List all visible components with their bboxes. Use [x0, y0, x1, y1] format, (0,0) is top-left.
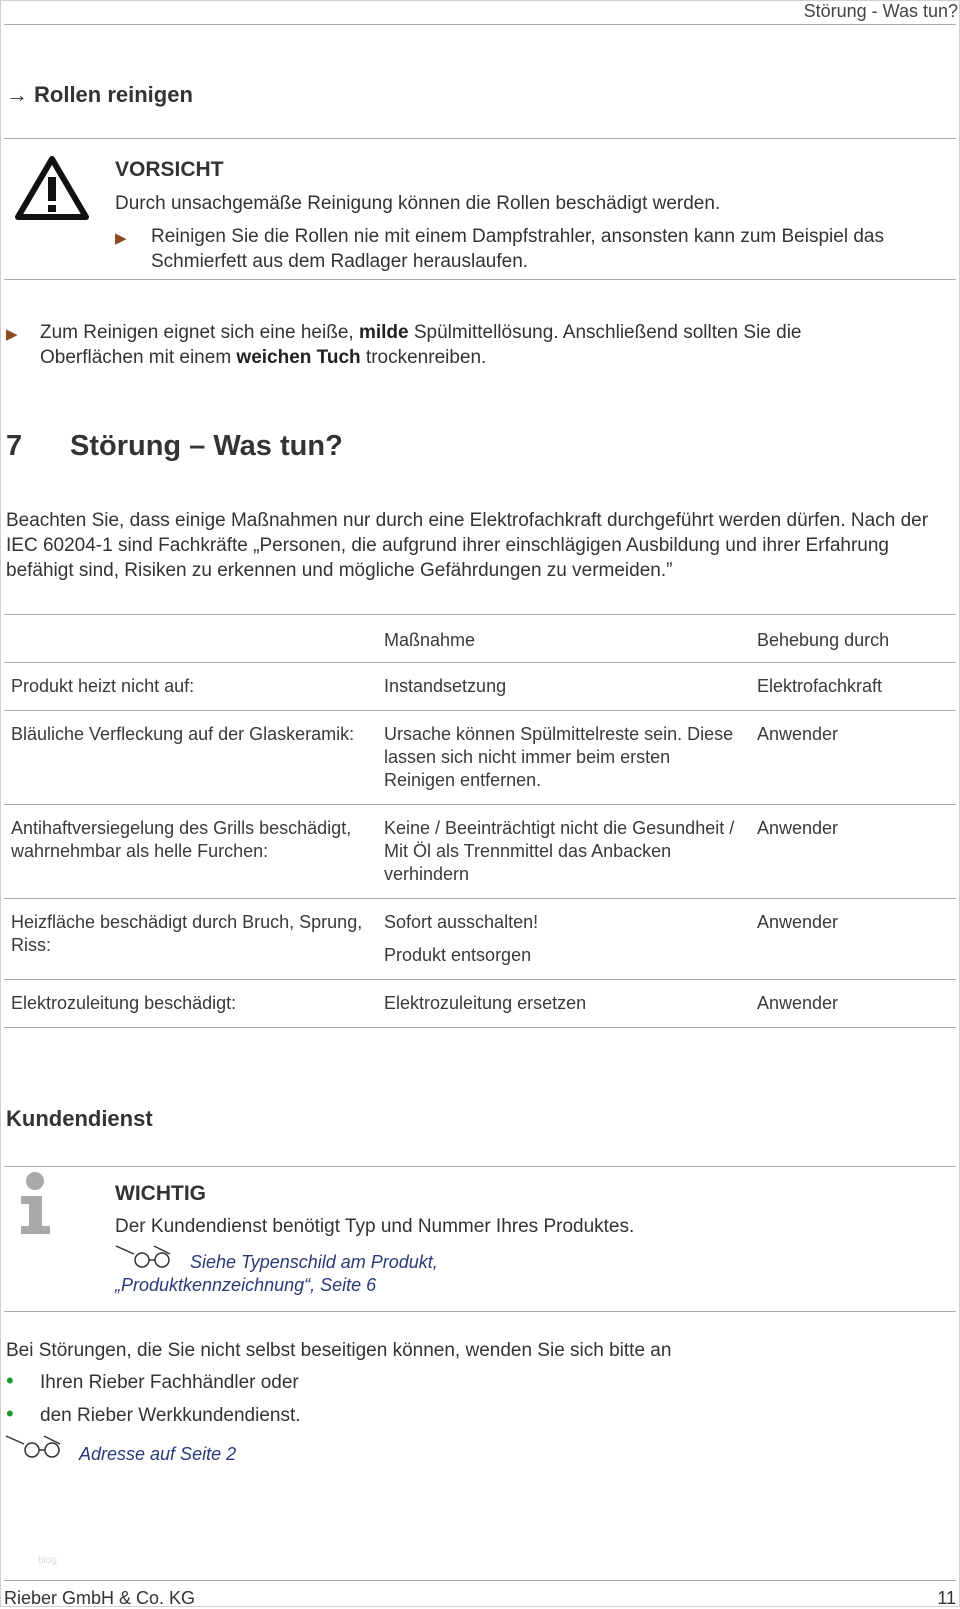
table-row — [4, 711, 956, 805]
measure-cell: Ursache können Spülmittelreste sein. Diese lassen sich nicht immer beim ersten Reinigen entfernen. — [377, 711, 750, 805]
glasses-icon — [4, 1432, 64, 1460]
problem-cell: Bläuliche Verfleckung auf der Glaskeramik: — [4, 711, 377, 805]
bullet-dot-icon: • — [6, 1368, 14, 1393]
measure-cell — [377, 899, 750, 980]
problem-cell: Elektrozuleitung beschädigt: — [4, 980, 377, 1028]
info-icon — [18, 1172, 58, 1236]
typenschild-link[interactable]: Siehe Typenschild am Produkt, — [190, 1252, 438, 1272]
list-item-text: den Rieber Werkkundendienst. — [40, 1405, 301, 1426]
list-item — [6, 1401, 606, 1427]
header-rule — [4, 24, 956, 25]
list-item — [6, 1368, 606, 1394]
caution-bullet-text: Reinigen Sie die Rollen nie mit einem Dampfstrahler, ansonsten kann zum Beispiel das Schmierfett aus dem Radlager herauslaufen. — [151, 226, 884, 272]
list-item-text: Ihren Rieber Fachhändler oder — [40, 1372, 299, 1393]
responsible-cell: Elektrofachkraft — [750, 663, 956, 711]
caution-top-rule — [4, 138, 956, 139]
responsible-cell: Anwender — [750, 805, 956, 899]
troubleshooting-table — [4, 615, 956, 1028]
glasses-icon — [114, 1242, 174, 1270]
table-header-cell: Behebung durch — [750, 615, 956, 663]
cleaning-bullet — [6, 320, 906, 370]
produktkennzeichnung-link[interactable]: „Produktkennzeichnung“, Seite 6 — [115, 1275, 377, 1295]
problem-cell: Antihaftversiegelung des Grills beschädigt, wahrnehmbar als helle Furchen: — [4, 805, 377, 899]
caution-bottom-rule — [4, 279, 956, 280]
intro-paragraph: Beachten Sie, dass einige Maßnahmen nur durch eine Elektrofachkraft durchgeführt werden dürfen. Nach der IEC 60204-1 sind Fachkräfte „Personen, die aufgrund ihrer einschlägigen Ausbildung und ihrer Erfahrung befähigt sind, Risiken zu erkennen und mögliche Gefährdungen zu vermeiden.” — [6, 510, 929, 581]
section-heading-rollen — [6, 82, 193, 108]
chapter-number: 7 — [6, 430, 23, 462]
responsible-cell: Anwender — [750, 711, 956, 805]
arrow-right-icon: → — [6, 82, 28, 107]
watermark: blog — [38, 1555, 57, 1566]
important-bottom-rule — [4, 1311, 956, 1312]
triangle-bullet-icon: ▶ — [115, 230, 127, 247]
warning-triangle-icon — [14, 155, 90, 221]
measure-line: Sofort ausschalten! — [384, 912, 539, 932]
caution-text: Durch unsachgemäße Reinigung können die Rollen beschädigt werden. — [115, 193, 721, 214]
table-row — [4, 899, 956, 980]
table-row — [4, 663, 956, 711]
table-row — [4, 805, 956, 899]
address-link[interactable]: Adresse auf Seite 2 — [79, 1444, 237, 1464]
triangle-bullet-icon: ▶ — [6, 326, 18, 343]
contact-intro: Bei Störungen, die Sie nicht selbst beseitigen können, wenden Sie sich bitte an — [6, 1340, 672, 1361]
chapter-heading — [6, 430, 343, 463]
kundendienst-heading: Kundendienst — [6, 1106, 153, 1131]
cleaning-bullet-text: Zum Reinigen eignet sich eine heiße, milde Spülmittellösung. Anschließend sollten Sie die Oberflächen mit einem weichen Tuch trockenreiben. — [40, 322, 802, 368]
measure-cell: Elektrozuleitung ersetzen — [377, 980, 750, 1028]
responsible-cell: Anwender — [750, 899, 956, 980]
table-header-row — [4, 615, 956, 663]
running-header: Störung - Was tun? — [803, 1, 958, 21]
caution-bullet — [115, 224, 950, 274]
chapter-title: Störung – Was tun? — [70, 430, 343, 462]
table-row — [4, 980, 956, 1028]
problem-cell: Heizfläche beschädigt durch Bruch, Sprung, Riss: — [4, 899, 377, 980]
page-number: 11 — [937, 1588, 956, 1608]
important-text: Der Kundendienst benötigt Typ und Nummer Ihres Produktes. — [115, 1216, 635, 1237]
responsible-cell: Anwender — [750, 980, 956, 1028]
bullet-dot-icon: • — [6, 1401, 14, 1426]
measure-cell: Instandsetzung — [377, 663, 750, 711]
table-header-cell: Maßnahme — [377, 615, 750, 663]
problem-cell: Produkt heizt nicht auf: — [4, 663, 377, 711]
table-header-cell — [4, 615, 377, 663]
footer-rule — [4, 1580, 956, 1581]
caution-title: VORSICHT — [115, 158, 224, 181]
measure-cell: Keine / Beeinträchtigt nicht die Gesundheit / Mit Öl als Trennmittel das Anbacken verhindern — [377, 805, 750, 899]
footer-company: Rieber GmbH & Co. KG — [4, 1588, 196, 1608]
important-title: WICHTIG — [115, 1182, 206, 1205]
measure-line: Produkt entsorgen — [384, 945, 532, 965]
section-heading-text: Rollen reinigen — [34, 82, 193, 107]
important-top-rule — [4, 1166, 956, 1167]
